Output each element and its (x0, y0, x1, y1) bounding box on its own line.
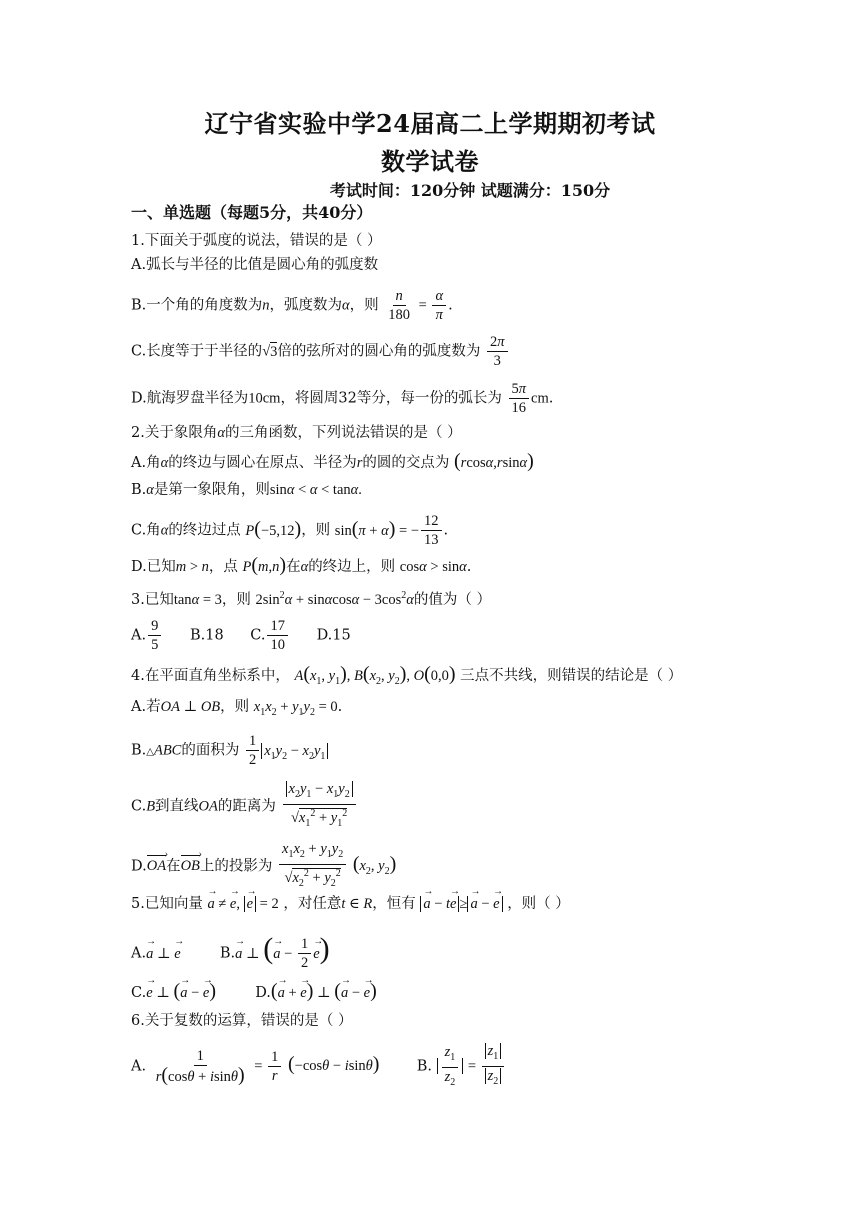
q5-stem: 5.已知向量 a → ≠ e →, e → = 2 ，对任意t ∈ R，恒有 a → − te → ≥ a → − e → ，则（ ） (131, 894, 570, 914)
section-heading: 一、单选题（每题5分，共40分） (131, 203, 373, 222)
q1-stem: 1.下面关于弧度的说法，错误的是（ ） (131, 233, 382, 249)
q6-stem: 6.关于复数的运算，错误的是（ ） (131, 1013, 353, 1029)
q5-options-ab: A.a → ⊥ e → B.a → ⊥ (a → − $\frac{1}{2}$ e →) (131, 935, 330, 972)
q6-options: A. $\frac{1}{r(\cos\theta + isin\theta)}$ = $\frac{1}{r}$ (−cosθ − isinθ) B. $\frac{z_1}{z_2}$ = $\frac{z_1}{z_2}$ (131, 1042, 506, 1091)
q4-option-d: D.OA ›在OB ›上的投影为 $\frac{x_1x_2 + y_1y_2}{√x_2^2 + y_2^2}$ ($x_2$, $y_2$) (131, 840, 396, 893)
exam-info: 考试时间：120分钟 试题满分：150分 (329, 181, 611, 200)
q2-option-b: B.α是第一象限角，则sinα < α < tanα. (131, 482, 362, 498)
q4-stem: 4.在平面直角坐标系中， $A(x_1$, $y_1$), $B(x_2$, $y_2$), O(0,0) 三点不共线，则错误的结论是（ ） (131, 663, 683, 687)
q4-option-c: C.B到直线OA的距离为 $\frac{x_2y_1 - x_1y_2}{√x_1^2 + y_1^2}$ (131, 780, 358, 833)
q2-stem: 2.关于象限角α的三角函数，下列说法错误的是（ ） (131, 425, 462, 441)
q5-options-cd: C.e → ⊥ (a → − e →) D.(a → + e →) ⊥ (a → − e →) (131, 981, 377, 1003)
exam-subtitle: 数学试卷 (381, 147, 479, 176)
q3-options: A. $\frac{9}{5}$ B.18 C. $\frac{17}{10}$ D.15 (131, 618, 351, 653)
q4-option-b: B.△ABC的面积为 $\frac{1}{2}$ $x_1y_2 - x_2y_1$ (131, 732, 328, 769)
exam-title: 辽宁省实验中学24届高二上学期期初考试 (204, 109, 656, 138)
q1-option-a: A.弧长与半径的比值是圆心角的弧度数 (131, 257, 379, 273)
q2-option-d: D.已知m > n，点 P(m,n)在α的终边上，则 cosα > sinα. (131, 554, 472, 576)
q4-option-a: A.若OA ⊥ OB，则 $x_1x_2 + y_1y_2 = 0$. (131, 699, 343, 718)
q1-option-b: B.一个角的角度数为n，弧度数为α，则 $\frac{n}{180}$ = $\frac{\alpha}{\pi}$ . (131, 288, 453, 323)
q2-option-c: C.角α的终边过点 P(−5,12)，则 sin(π + α) = − $\frac{12}{13}$ . (131, 513, 449, 548)
q1-option-c: C.长度等于于半径的√3倍的弦所对的圆心角的弧度数为 $\frac{2\pi}{3}$ (131, 333, 510, 370)
q3-stem: 3.已知tanα = 3，则 $2\sin^2\alpha + \sin\alpha\cos\alpha - 3\cos^2\alpha$的值为（ ） (131, 590, 491, 608)
q2-option-a: A.角α的终边与圆心在原点、半径为r的圆的交点为 (rcosα,rsinα) (131, 450, 534, 472)
q1-option-d: D.航海罗盘半径为10cm，将圆周32等分，每一份的弧长为 $\frac{5\pi}{16}$ cm. (131, 381, 554, 416)
